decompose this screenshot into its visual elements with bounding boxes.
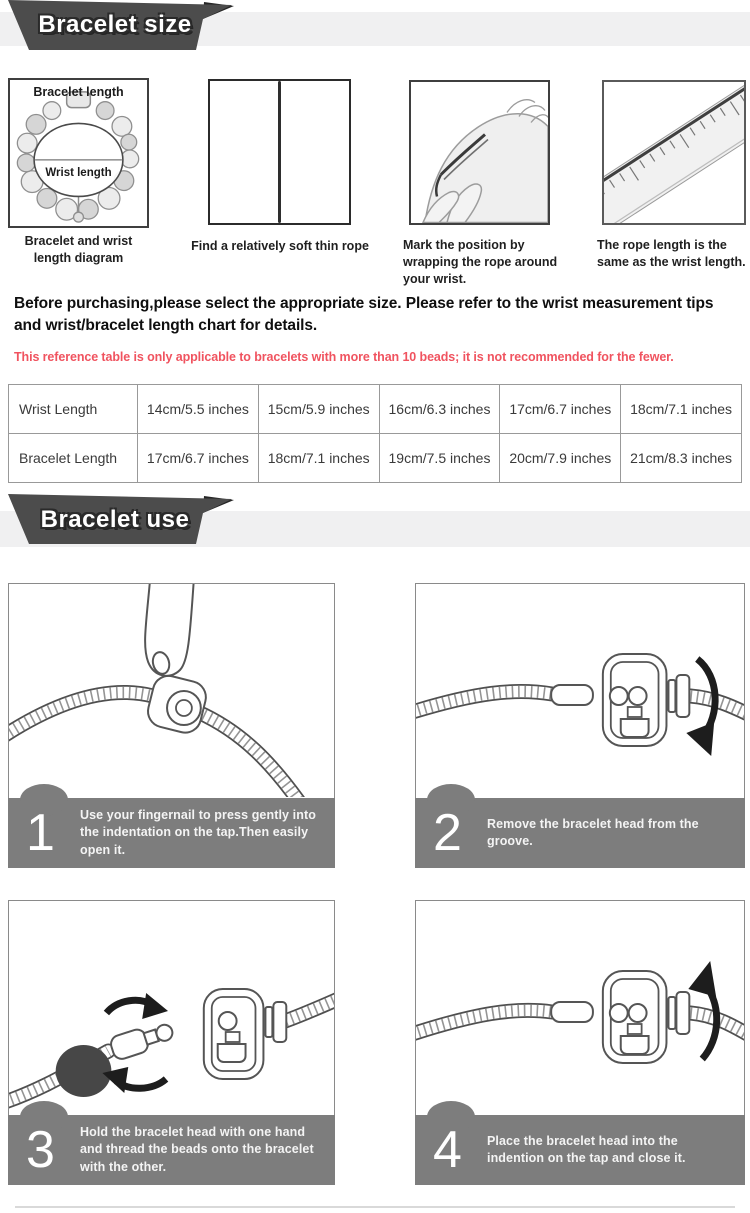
- step3-thread-beads-illustration: [9, 901, 334, 1114]
- rope-image: [278, 81, 282, 223]
- caption-diagram: Bracelet and wrist length diagram: [24, 234, 133, 265]
- step2-remove-head-illustration: [416, 584, 744, 797]
- use-step-card-3: [8, 900, 335, 1185]
- ruler-image: [604, 82, 744, 223]
- bracelet-use-banner: [0, 492, 750, 548]
- step-instruction: Use your fingernail to press gently into the indentation on the tap.Then easily open it.: [80, 807, 316, 857]
- row-header-wrist-length: Wrist Length: [9, 385, 138, 434]
- step-instruction: Hold the bracelet head with one hand and thread the beads onto the bracelet with the other.: [80, 1124, 314, 1174]
- row-header-bracelet-length: Bracelet Length: [9, 434, 138, 483]
- table-cell: 16cm/6.3 inches: [379, 385, 500, 434]
- bottom-divider: [15, 1206, 735, 1208]
- table-row-bracelet: [9, 434, 742, 483]
- table-row-wrist: [9, 385, 742, 434]
- reference-table-warning: This reference table is only applicable to bracelets with more than 10 beads; it is not recommended for the fewer.: [14, 350, 674, 364]
- table-cell: 21cm/8.3 inches: [621, 434, 742, 483]
- step-band: [415, 798, 745, 868]
- wrist-wrap-image: [411, 82, 548, 223]
- step-number: 1: [26, 804, 55, 862]
- table-cell: 18cm/7.1 inches: [258, 434, 379, 483]
- step-instruction: Remove the bracelet head from the groove.: [487, 816, 699, 848]
- step-number: 3: [26, 1121, 55, 1179]
- table-cell: 17cm/6.7 inches: [138, 434, 259, 483]
- step-band: [8, 798, 335, 868]
- wrist-length-label: Wrist length: [45, 167, 112, 179]
- caption-ruler: The rope length is the same as the wrist length.: [597, 238, 746, 269]
- bracelet-size-banner: [0, 0, 750, 56]
- use-step-card-4: [415, 900, 745, 1185]
- table-cell: 17cm/6.7 inches: [500, 385, 621, 434]
- bracelet-length-label: Bracelet length: [33, 85, 124, 99]
- rope-box: [208, 79, 351, 225]
- table-cell: 15cm/5.9 inches: [258, 385, 379, 434]
- use-step-card-1: [8, 583, 335, 868]
- charm-bracelet-image: [10, 80, 147, 226]
- step-band: [415, 1115, 745, 1185]
- step4-close-clasp-illustration: [416, 901, 744, 1114]
- caption-rope: Find a relatively soft thin rope: [191, 239, 369, 253]
- step-instruction: Place the bracelet head into the indention on the tap and close it.: [487, 1133, 686, 1165]
- section-title-bracelet-use: Bracelet use: [40, 506, 190, 533]
- section-title-bracelet-size: Bracelet size: [38, 11, 192, 38]
- size-selection-intro: Before purchasing,please select the appropriate size. Please refer to the wrist measurement tips and wrist/bracelet length chart for details.: [14, 295, 714, 335]
- size-table: [8, 384, 742, 483]
- table-cell: 20cm/7.9 inches: [500, 434, 621, 483]
- ruler-box: [602, 80, 746, 225]
- step-number: 4: [433, 1121, 462, 1179]
- use-step-card-2: [415, 583, 745, 868]
- step-band: [8, 1115, 335, 1185]
- step1-press-clasp-illustration: [9, 584, 334, 797]
- table-cell: 18cm/7.1 inches: [621, 385, 742, 434]
- table-cell: 19cm/7.5 inches: [379, 434, 500, 483]
- bracelet-diagram-box: [8, 78, 149, 228]
- wrist-wrap-box: [409, 80, 550, 225]
- caption-wrap: Mark the position by wrapping the rope around your wrist.: [403, 238, 558, 286]
- table-cell: 14cm/5.5 inches: [138, 385, 259, 434]
- step-number: 2: [433, 804, 462, 862]
